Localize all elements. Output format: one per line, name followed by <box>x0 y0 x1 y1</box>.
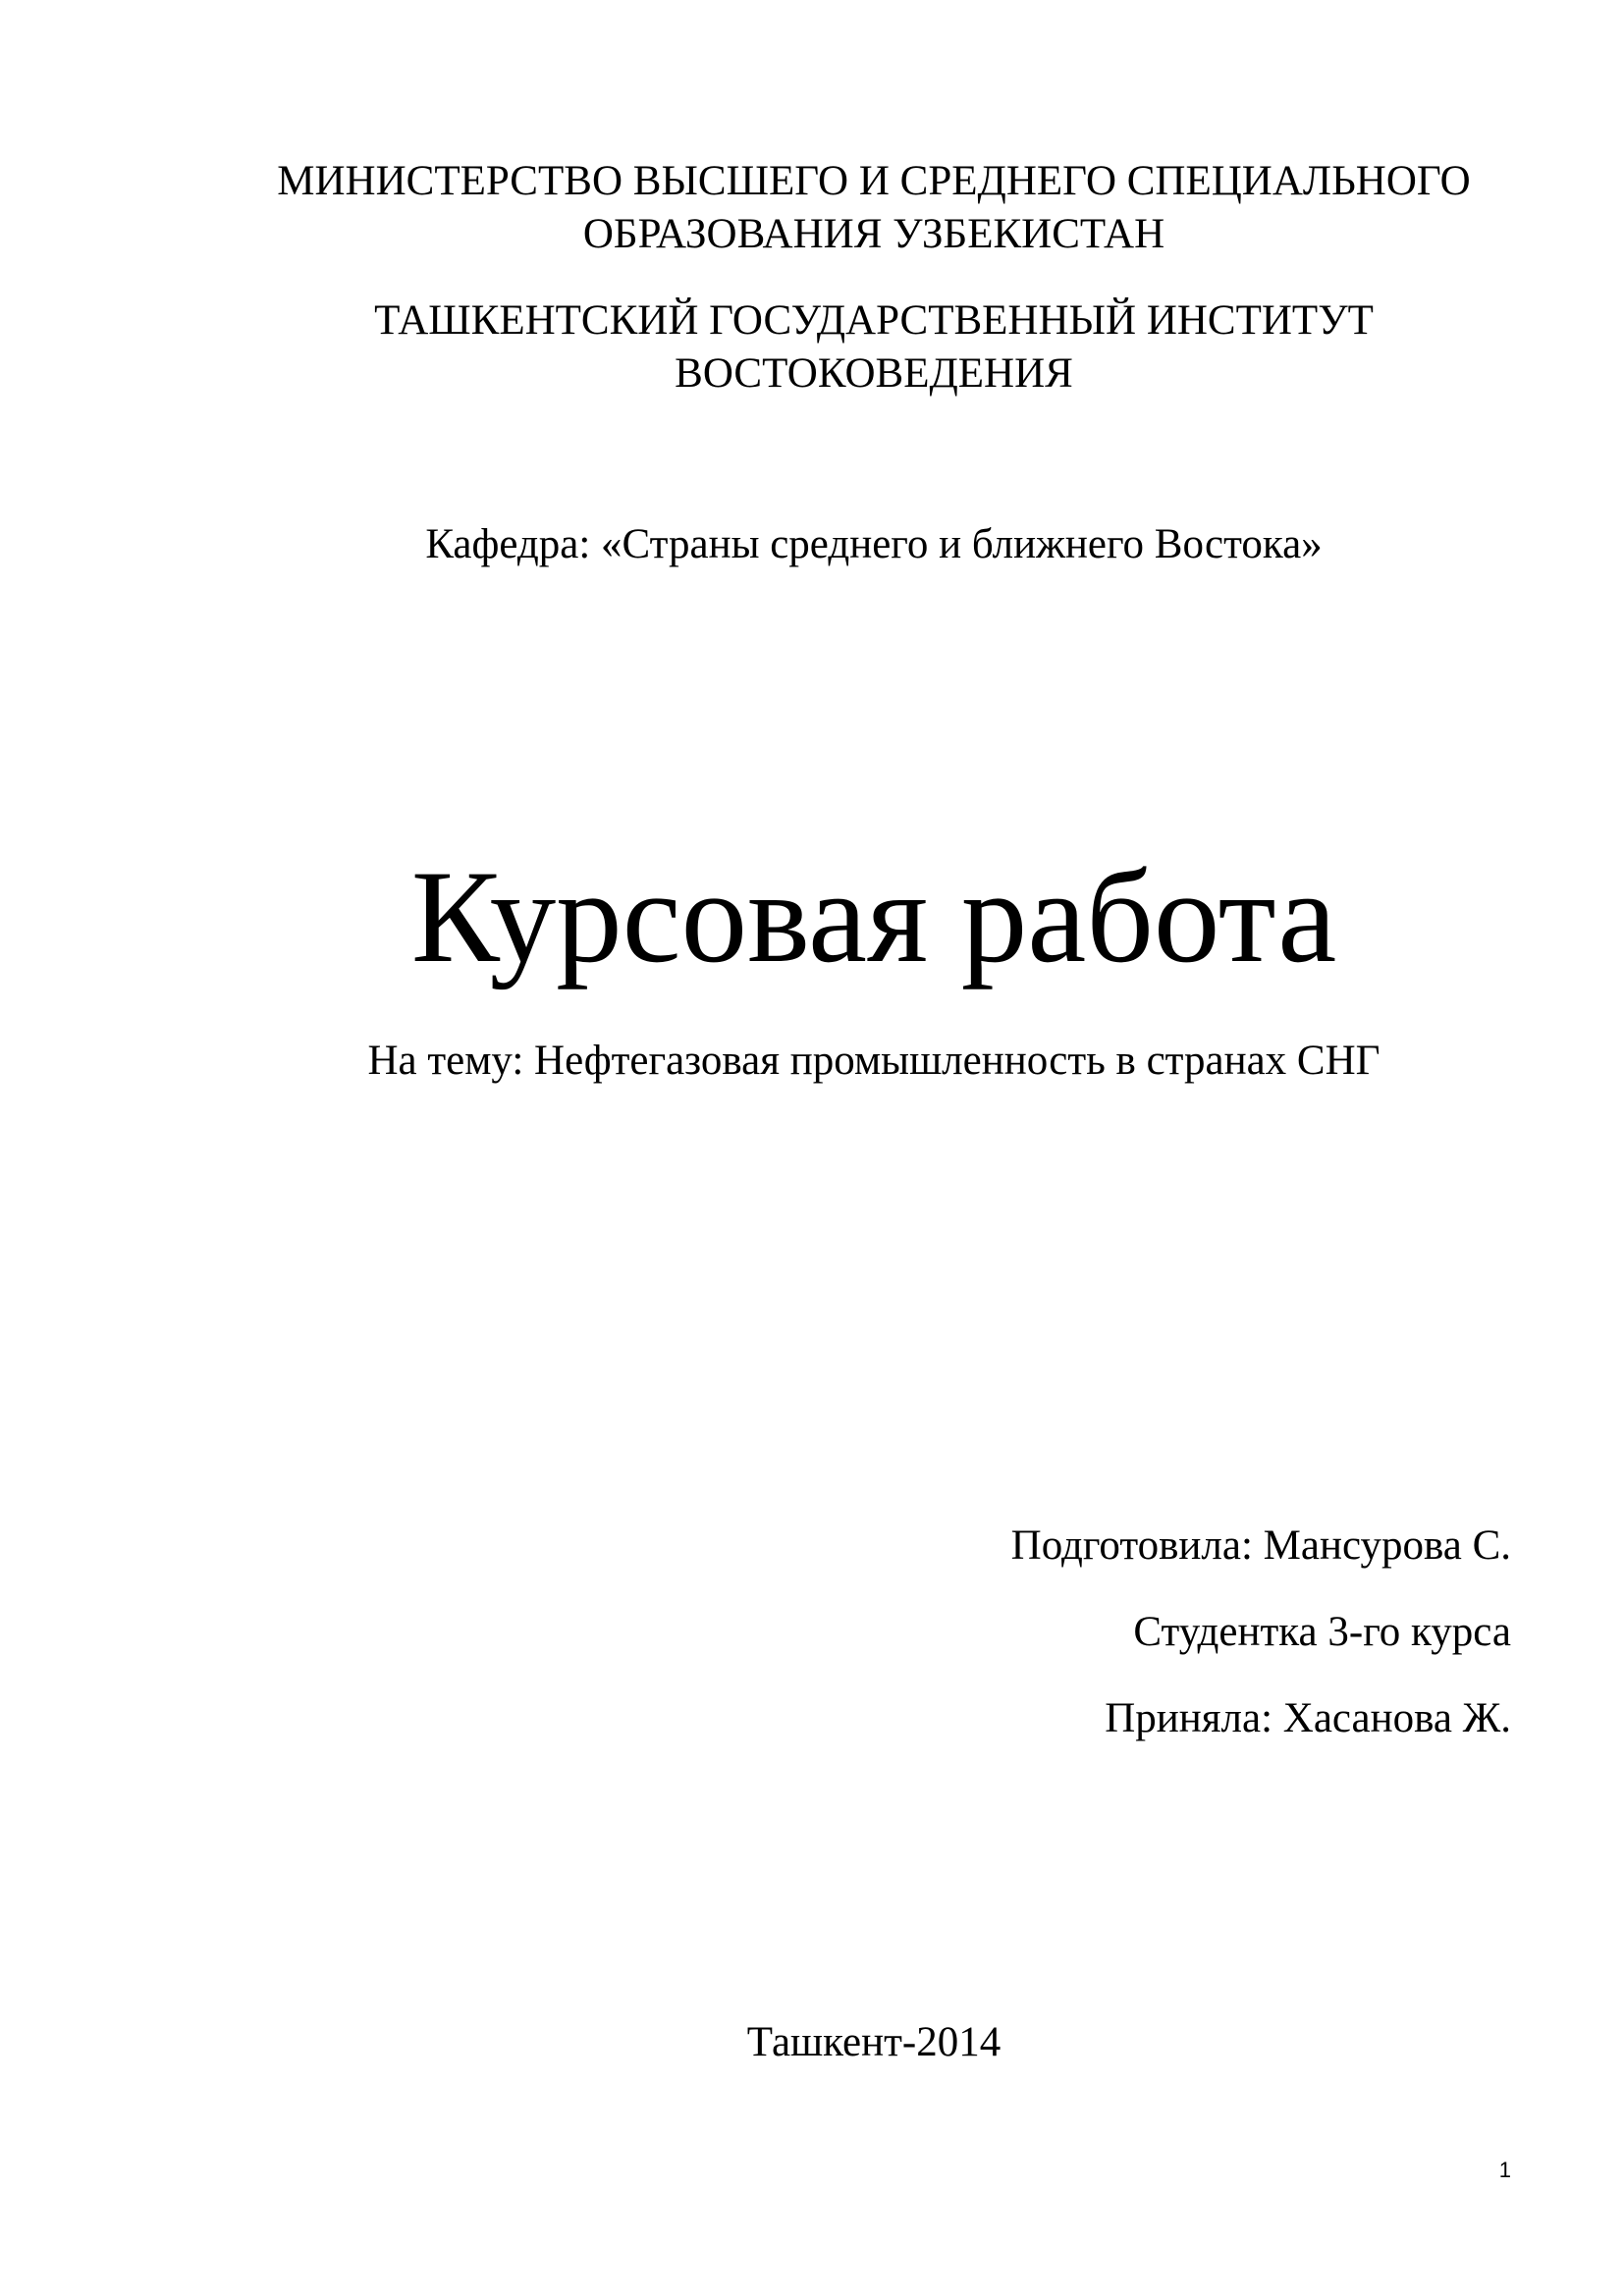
page-number: 1 <box>1498 2158 1511 2182</box>
city-year: Ташкент-2014 <box>746 2019 1001 2065</box>
institute-line-2: ВОСТОКОВЕДЕНИЯ <box>675 350 1073 397</box>
ministry-heading <box>226 155 1522 261</box>
institute-heading <box>226 294 1522 400</box>
department-label: Кафедра: «Страны среднего и ближнего Востока» <box>425 521 1323 567</box>
prepared-by: Подготовила: Мансурова С. <box>1010 1522 1511 1569</box>
student-course: Студентка 3-го курса <box>1133 1609 1511 1655</box>
ministry-line-2: ОБРАЗОВАНИЯ УЗБЕКИСТАН <box>582 211 1165 257</box>
institute-line-1: ТАШКЕНТСКИЙ ГОСУДАРСТВЕННЫЙ ИНСТИТУТ <box>374 297 1374 344</box>
accepted-by: Приняла: Хасанова Ж. <box>1105 1695 1511 1741</box>
topic-line: На тему: Нефтегазовая промышленность в странах СНГ <box>367 1038 1380 1084</box>
document-title: Курсовая работа <box>410 844 1337 990</box>
ministry-line-1: МИНИСТЕРСТВО ВЫСШЕГО И СРЕДНЕГО СПЕЦИАЛЬНОГО <box>277 158 1471 204</box>
